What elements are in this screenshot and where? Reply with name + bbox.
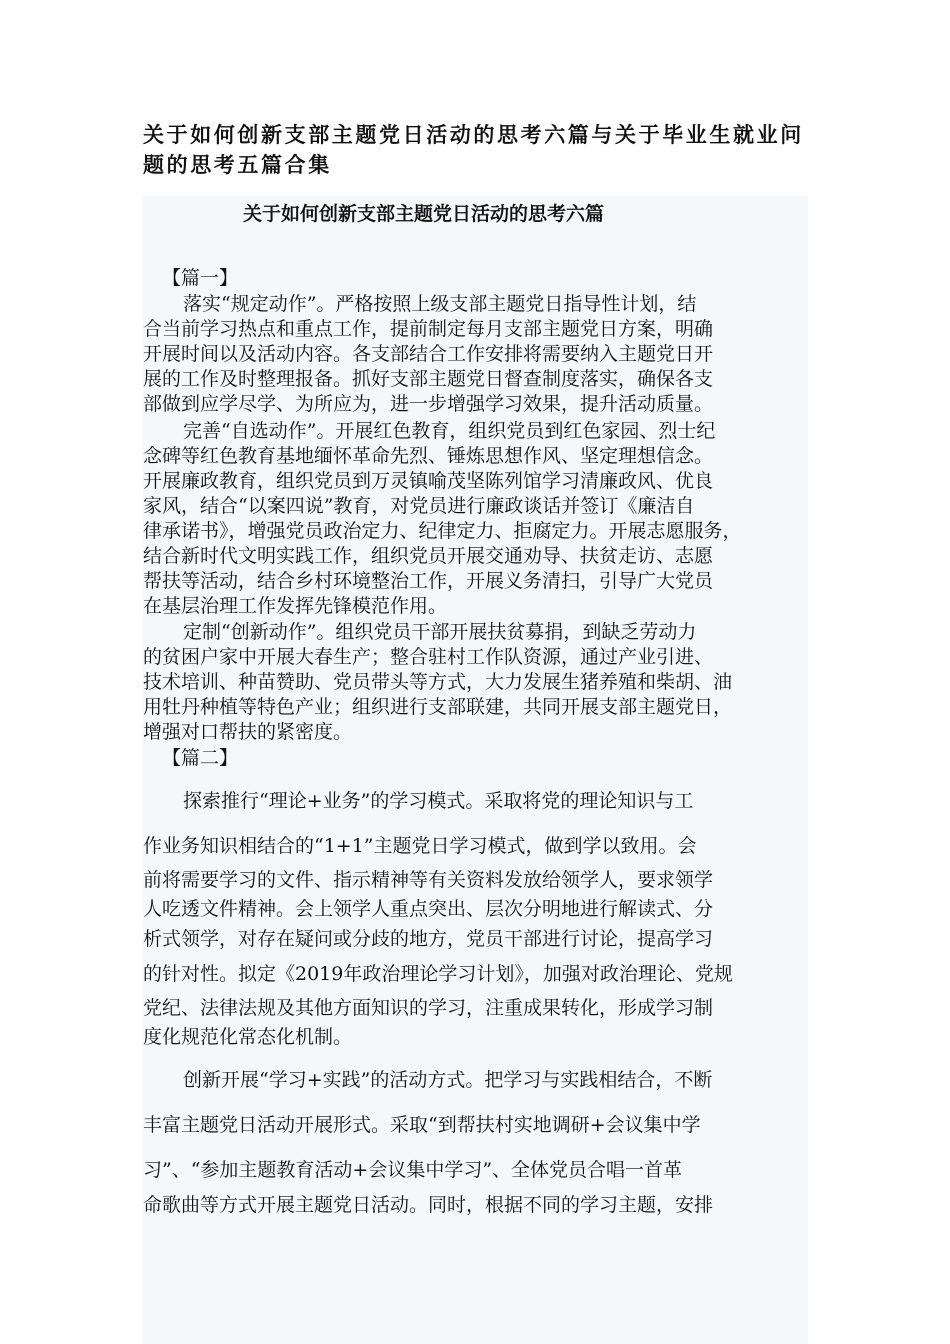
- text-line: 在基层治理工作发挥先锋模范作用。: [143, 595, 448, 617]
- section-heading: 【篇一】: [162, 267, 239, 289]
- text-line: 析式领学，对存在疑问或分歧的地方，党员干部进行讨论，提高学习: [143, 928, 714, 950]
- text-line: 展的工作及时整理报备。抓好支部主题党日督查制度落实，确保各支: [143, 368, 714, 390]
- text-line: 创新开展“学习+实践”的活动方式。把学习与实践相结合，不断: [183, 1069, 713, 1091]
- text-line: 技术培训、种苗赞助、党员带头等方式，大力发展生猪养殖和柴胡、油: [143, 671, 733, 693]
- text-line: 人吃透文件精神。会上领学人重点突出、层次分明地进行解读式、分: [143, 898, 714, 920]
- text-line: 部做到应学尽学、为所应为，进一步增强学习效果，提升活动质量。: [143, 393, 714, 415]
- text-line: 结合新时代文明实践工作，组织党员开展交通劝导、扶贫走访、志愿: [143, 545, 714, 567]
- text-line: 开展时间以及活动内容。各支部结合工作安排将需要纳入主题党日开: [143, 343, 714, 365]
- text-line: 习”、“参加主题教育活动+会议集中学习”、全体党员合唱一首革: [143, 1159, 683, 1181]
- text-line: 家风，结合“以案四说”教育，对党员进行廉政谈话并签订《廉洁自: [143, 495, 695, 517]
- text-line: 开展廉政教育，组织党员到万灵镇喻茂坚陈列馆学习清廉政风、优良: [143, 470, 714, 492]
- section-heading: 【篇二】: [162, 747, 239, 769]
- text-line: 党纪、法律法规及其他方面知识的学习，注重成果转化，形成学习制: [143, 997, 714, 1019]
- text-line: 前将需要学习的文件、指示精神等有关资料发放给领学人，要求领学: [143, 869, 714, 891]
- text-line: 的贫困户家中开展大春生产；整合驻村工作队资源，通过产业引进、: [143, 646, 714, 668]
- text-line: 合当前学习热点和重点工作，提前制定每月支部主题党日方案，明确: [143, 318, 714, 340]
- text-line: 完善“自选动作”。开展红色教育，组织党员到红色家园、烈士纪: [183, 420, 716, 442]
- article-title: 关于如何创新支部主题党日活动的思考六篇: [243, 203, 605, 225]
- document-title: 关于如何创新支部主题党日活动的思考六篇与关于毕业生就业问题的思考五篇合集: [143, 123, 804, 177]
- text-line: 的针对性。拟定《2019年政治理论学习计划》，加强对政治理论、党规: [143, 963, 733, 985]
- text-line: 命歌曲等方式开展主题党日活动。同时，根据不同的学习主题，安排: [143, 1194, 714, 1216]
- text-line: 作业务知识相结合的“1+1”主题党日学习模式，做到学以致用。会: [143, 835, 697, 857]
- text-line: 定制“创新动作”。组织党员干部开展扶贫募捐，到缺乏劳动力: [183, 621, 697, 643]
- text-line: 律承诺书》，增强党员政治定力、纪律定力、拒腐定力。开展志愿服务，: [143, 520, 742, 542]
- text-line: 丰富主题党日活动开展形式。采取“到帮扶村实地调研+会议集中学: [143, 1114, 701, 1136]
- text-line: 探索推行“理论+业务”的学习模式。采取将党的理论知识与工: [183, 790, 694, 812]
- article-section: [143, 196, 808, 1344]
- text-line: 落实“规定动作”。严格按照上级支部主题党日指导性计划，结: [183, 293, 697, 315]
- text-line: 帮扶等活动，结合乡村环境整治工作，开展义务清扫，引导广大党员: [143, 570, 714, 592]
- text-line: 念碑等红色教育基地缅怀革命先烈、锤炼思想作风、坚定理想信念。: [143, 445, 714, 467]
- text-line: 用牡丹种植等特色产业；组织进行支部联建，共同开展支部主题党日，: [143, 696, 733, 718]
- text-line: 增强对口帮扶的紧密度。: [143, 721, 353, 743]
- text-line: 度化规范化常态化机制。: [143, 1026, 353, 1048]
